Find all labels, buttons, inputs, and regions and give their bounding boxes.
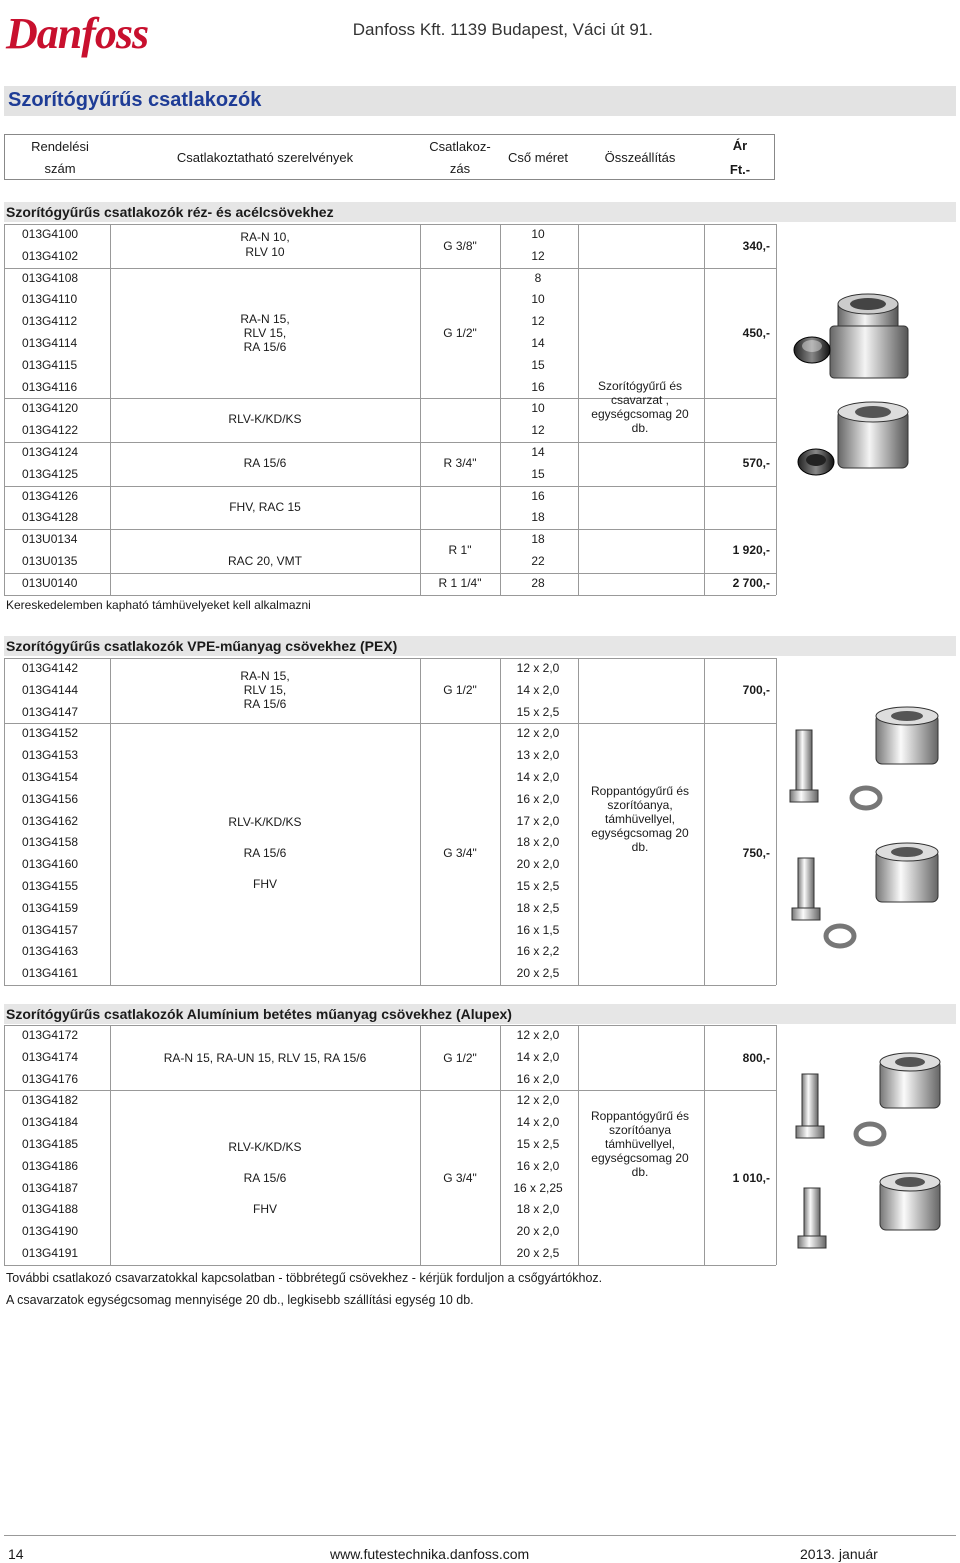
s1-order-code: 013G4120 <box>22 401 79 416</box>
s1-order-code: 013G4126 <box>22 488 79 503</box>
s2-order-code: 013G4153 <box>22 748 79 763</box>
s1-olive-ring-icon <box>794 337 830 363</box>
s2-assembly-line1: Roppantógyűrű és <box>590 784 690 798</box>
s3-order-code: 013G4191 <box>22 1246 79 1260</box>
s1-conn-b: G 1/2" <box>443 326 477 340</box>
s1-conn-a: G 3/8" <box>443 239 477 253</box>
s3-conn-b: G 3/4" <box>443 1171 477 1185</box>
s3-pipe-size: 20 x 2,5 <box>516 1246 560 1260</box>
s2-assembly-line5: db. <box>631 840 649 854</box>
danfoss-logo: Danfoss <box>6 9 149 58</box>
s2-valve-d: FHV <box>253 877 277 891</box>
s1-col-divider <box>4 224 5 595</box>
s1-order-code: 013U0135 <box>22 554 78 568</box>
s1-order-code: 013G4125 <box>22 466 79 481</box>
col-conn-1: Csatlakoz- <box>429 139 491 154</box>
s2-order-code: 013G4155 <box>22 879 79 893</box>
s1-pipe-size: 15 <box>531 466 545 481</box>
s1-price-c: 570,- <box>742 456 770 470</box>
s3-assembly-line3: támhüvellyel, <box>604 1137 676 1151</box>
s2-order-code: 013G4144 <box>22 682 79 697</box>
s3-pipe-size: 14 x 2,0 <box>516 1115 560 1130</box>
s3-valve-a: RA-N 15, RA-UN 15, RLV 15, RA 15/6 <box>163 1051 367 1065</box>
s2-pipe-size: 15 x 2,5 <box>516 704 560 719</box>
s3-order-code: 013G4188 <box>22 1202 79 1217</box>
s1-row-divider <box>4 573 776 574</box>
s3-pipe-size: 14 x 2,0 <box>516 1049 560 1064</box>
s1-valve-a2: RLV 10 <box>245 245 285 259</box>
s3-order-code: 013G4186 <box>22 1158 79 1173</box>
s2-valve-a3: RA 15/6 <box>243 697 287 711</box>
s2-price-b: 750,- <box>742 846 770 860</box>
s3-insert2-icon <box>798 1188 826 1248</box>
s3-valve-c: RA 15/6 <box>243 1171 287 1185</box>
s1-col-divider <box>776 224 777 595</box>
col-valve: Csatlakoztatható szerelvények <box>176 150 354 165</box>
s2-split-ring2-icon <box>826 926 854 946</box>
s2-order-code: 013G4156 <box>22 791 79 806</box>
s1-assembly <box>578 379 702 435</box>
s1-pipe-size: 14 <box>531 445 545 459</box>
s2-order-code: 013G4142 <box>22 661 79 675</box>
s2-assembly <box>578 784 702 854</box>
s2-order-code: 013G4154 <box>22 770 79 784</box>
col-price-2: Ft.- <box>729 162 751 177</box>
s3-pipe-size: 16 x 2,0 <box>516 1071 560 1086</box>
s1-pipe-size: 18 <box>531 532 545 547</box>
s1-col-divider <box>110 224 111 595</box>
s1-order-code: 013U0140 <box>22 575 78 590</box>
s1-pipe-size: 12 <box>531 314 545 329</box>
s2-order-code: 013G4147 <box>22 704 79 719</box>
s3-assembly-line5: db. <box>631 1165 649 1179</box>
s3-pipe-size: 16 x 2,25 <box>513 1180 563 1195</box>
s3-insert-icon <box>796 1074 824 1138</box>
s2-order-code: 013G4158 <box>22 835 79 850</box>
s3-product-image <box>780 1040 950 1270</box>
s2-pipe-size: 15 x 2,5 <box>516 879 560 893</box>
s2-price-a: 700,- <box>742 683 770 697</box>
s1-order-code: 013G4122 <box>22 423 79 438</box>
s1-pipe-size: 12 <box>531 423 545 438</box>
s2-order-code: 013G4159 <box>22 900 79 915</box>
s3-pipe-size: 12 x 2,0 <box>516 1028 560 1042</box>
s2-order-code: 013G4160 <box>22 857 79 872</box>
s1-pipe-size: 14 <box>531 336 545 350</box>
s1-order-code: 013G4108 <box>22 270 79 285</box>
s1-price-e: 2 700,- <box>732 576 770 590</box>
s2-pipe-size: 16 x 1,5 <box>516 922 560 937</box>
s2-pipe-size: 14 x 2,0 <box>516 682 560 697</box>
s2-valve-a1: RA-N 15, <box>240 669 290 683</box>
s3-row-divider <box>4 1265 776 1266</box>
s3-nut2-icon <box>880 1173 940 1230</box>
s2-pipe-size: 16 x 2,0 <box>516 791 560 806</box>
s3-valve-b: RLV-K/KD/KS <box>228 1140 302 1154</box>
s3-row-divider <box>4 1025 776 1026</box>
s1-row-divider <box>4 268 776 269</box>
s2-insert2-icon <box>792 858 820 920</box>
s1-valve-b1: RA-N 15, <box>240 312 290 326</box>
s1-valve-a1: RA-N 10, <box>240 230 290 244</box>
s1-row-divider <box>4 529 776 530</box>
s1-order-code: 013G4124 <box>22 445 79 459</box>
s3-pipe-size: 18 x 2,0 <box>516 1202 560 1217</box>
section1-title: Szorítógyűrűs csatlakozók réz- és acélcsövekhez <box>6 204 334 220</box>
s2-col-divider <box>776 658 777 985</box>
s1-assembly-line2: csavarzat , <box>610 393 670 407</box>
s1-conn-e: R 1 1/4" <box>438 576 482 590</box>
s1-product-image <box>790 290 950 510</box>
s2-conn-a: G 1/2" <box>443 683 477 697</box>
footer-date: 2013. január <box>800 1546 878 1562</box>
s2-valve-b: RLV-K/KD/KS <box>228 815 302 829</box>
s3-pipe-size: 16 x 2,0 <box>516 1158 560 1173</box>
page-number: 14 <box>8 1546 24 1562</box>
company-address: Danfoss Kft. 1139 Budapest, Váci út 91. <box>352 20 653 39</box>
s2-conn-b: G 3/4" <box>443 846 477 860</box>
s1-assembly-line1: Szorítógyűrű és <box>597 379 683 393</box>
s2-split-ring-icon <box>852 788 880 808</box>
s1-conn-d: R 1" <box>448 543 472 557</box>
s2-product-image <box>780 700 950 960</box>
s1-row-divider <box>4 224 776 225</box>
s1-col-divider <box>704 224 705 595</box>
s2-pipe-size: 14 x 2,0 <box>516 770 560 784</box>
s3-pipe-size: 20 x 2,0 <box>516 1224 560 1239</box>
s1-order-code: 013G4114 <box>22 336 78 350</box>
footer-divider <box>4 1535 956 1536</box>
s1-valve-e: FHV, RAC 15 <box>229 500 301 514</box>
s2-valve-c: RA 15/6 <box>243 846 287 860</box>
col-conn-2: zás <box>449 161 471 176</box>
s1-valve-d: RA 15/6 <box>243 456 287 470</box>
s3-assembly <box>578 1109 702 1179</box>
col-price-1: Ár <box>732 138 748 153</box>
s1-order-code: 013G4115 <box>22 357 78 372</box>
s1-pipe-size: 18 <box>531 510 545 525</box>
s2-pipe-size: 16 x 2,2 <box>516 944 560 959</box>
s3-col-divider <box>110 1025 111 1265</box>
s3-price-b: 1 010,- <box>732 1171 770 1185</box>
s1-assembly-line3: egységcsomag 20 <box>591 407 689 421</box>
s3-order-code: 013G4185 <box>22 1137 79 1151</box>
s3-order-code: 013G4184 <box>22 1115 79 1130</box>
s2-pipe-size: 18 x 2,0 <box>516 835 560 850</box>
s2-pipe-size: 18 x 2,5 <box>516 900 560 915</box>
s2-pipe-size: 12 x 2,0 <box>516 726 560 741</box>
s1-assembly-line4: db. <box>631 421 649 435</box>
s1-valve-f: RAC 20, VMT <box>227 554 302 568</box>
s1-ring-icon <box>798 449 834 475</box>
s1-nut-icon <box>838 402 908 468</box>
s1-price-a: 340,- <box>742 239 770 253</box>
s2-pipe-size: 12 x 2,0 <box>516 661 560 675</box>
s3-order-code: 013G4172 <box>22 1028 79 1042</box>
s2-assembly-line4: egységcsomag 20 <box>591 826 689 840</box>
s1-pipe-size: 16 <box>531 379 545 394</box>
s2-order-code: 013G4163 <box>22 944 79 959</box>
s1-conn-c: R 3/4" <box>443 456 477 470</box>
s2-col-divider <box>4 658 5 985</box>
s2-assembly-line3: támhüvellyel, <box>604 812 676 826</box>
s2-pipe-size: 17 x 2,0 <box>516 813 560 828</box>
s1-pipe-size: 15 <box>531 357 545 372</box>
s3-price-a: 800,- <box>742 1051 770 1065</box>
col-pipe: Cső méret <box>508 150 568 165</box>
s1-pipe-size: 8 <box>534 270 542 285</box>
s1-pipe-size: 10 <box>531 401 545 416</box>
s1-note: Kereskedelemben kapható támhüvelyeket kell alkalmazni <box>6 598 311 612</box>
s1-order-code: 013G4102 <box>22 248 79 263</box>
col-order-no-1: Rendelési <box>31 139 89 154</box>
s1-pipe-size: 22 <box>531 554 545 568</box>
s1-pipe-size: 10 <box>531 292 545 307</box>
s2-col-divider <box>420 658 421 985</box>
s3-nut-icon <box>880 1053 940 1108</box>
s3-pipe-size: 15 x 2,5 <box>516 1137 560 1151</box>
s1-price-b: 450,- <box>742 326 770 340</box>
s3-col-divider <box>4 1025 5 1265</box>
col-order-no-2: szám <box>44 161 76 176</box>
s1-pipe-size: 10 <box>531 227 545 241</box>
s1-order-code: 013G4110 <box>22 292 78 307</box>
s2-insert-icon <box>790 730 818 802</box>
s1-valve-c: RLV-K/KD/KS <box>228 412 302 426</box>
s3-conn-a: G 1/2" <box>443 1051 477 1065</box>
s2-pipe-size: 20 x 2,5 <box>516 966 560 981</box>
page-title: Szorítógyűrűs csatlakozók <box>8 89 262 111</box>
s1-price-d: 1 920,- <box>732 543 770 557</box>
s1-order-code: 013G4100 <box>22 227 79 241</box>
s2-order-code: 013G4161 <box>22 966 79 981</box>
s3-order-code: 013G4190 <box>22 1224 79 1239</box>
s3-pipe-size: 12 x 2,0 <box>516 1093 560 1108</box>
s2-col-divider <box>110 658 111 985</box>
footer-url[interactable]: www.futestechnika.danfoss.com <box>330 1546 530 1562</box>
s3-assembly-line4: egységcsomag 20 <box>591 1151 689 1165</box>
s1-order-code: 013G4112 <box>22 314 78 329</box>
s3-assembly-line2: szorítóanya <box>608 1123 672 1137</box>
s1-order-code: 013U0134 <box>22 532 78 547</box>
note-2: A csavarzatok egységcsomag mennyisége 20 db., legkisebb szállítási egység 10 db. <box>6 1293 474 1307</box>
s2-nut2-icon <box>876 843 938 902</box>
s1-valve-b3: RA 15/6 <box>243 340 287 354</box>
s2-row-divider <box>4 985 776 986</box>
s3-valve-d: FHV <box>253 1202 277 1216</box>
s1-row-divider <box>4 595 776 596</box>
s2-pipe-size: 20 x 2,0 <box>516 857 560 872</box>
s3-row-divider <box>4 1090 776 1091</box>
s1-row-divider <box>4 486 776 487</box>
s1-pipe-size: 12 <box>531 248 545 263</box>
s1-row-divider <box>4 442 776 443</box>
s2-pipe-size: 13 x 2,0 <box>516 748 560 763</box>
s3-order-code: 013G4176 <box>22 1071 79 1086</box>
col-assembly: Összeállítás <box>604 150 676 165</box>
s2-order-code: 013G4157 <box>22 922 79 937</box>
s1-valve-b2: RLV 15, <box>243 326 287 340</box>
s1-fitting-body-icon <box>830 294 908 378</box>
s2-row-divider <box>4 658 776 659</box>
section3-title: Szorítógyűrűs csatlakozók Alumínium betétes műanyag csövekhez (Alupex) <box>6 1006 512 1022</box>
s2-nut-icon <box>876 707 938 764</box>
s3-order-code: 013G4182 <box>22 1093 79 1108</box>
s2-row-divider <box>4 723 776 724</box>
s1-order-code: 013G4128 <box>22 510 79 525</box>
s2-order-code: 013G4152 <box>22 726 79 741</box>
section2-title: Szorítógyűrűs csatlakozók VPE-műanyag csövekhez (PEX) <box>6 638 398 654</box>
s1-pipe-size: 28 <box>531 575 545 590</box>
s1-pipe-size: 16 <box>531 488 545 503</box>
note-1: További csatlakozó csavarzatokkal kapcsolatban - többrétegű csövekhez - kérjük forduljon a csőgyártókhoz. <box>6 1271 603 1285</box>
s1-col-divider <box>420 224 421 595</box>
s1-order-code: 013G4116 <box>22 379 78 394</box>
s3-order-code: 013G4174 <box>22 1049 79 1064</box>
s2-col-divider <box>704 658 705 985</box>
s3-order-code: 013G4187 <box>22 1180 79 1195</box>
s2-valve-a2: RLV 15, <box>243 683 287 697</box>
s2-order-code: 013G4162 <box>22 813 79 828</box>
s3-split-ring-icon <box>856 1124 884 1144</box>
s2-assembly-line2: szorítóanya, <box>607 798 673 812</box>
s3-col-divider <box>776 1025 777 1265</box>
s3-assembly-line1: Roppantógyűrű és <box>590 1109 690 1123</box>
